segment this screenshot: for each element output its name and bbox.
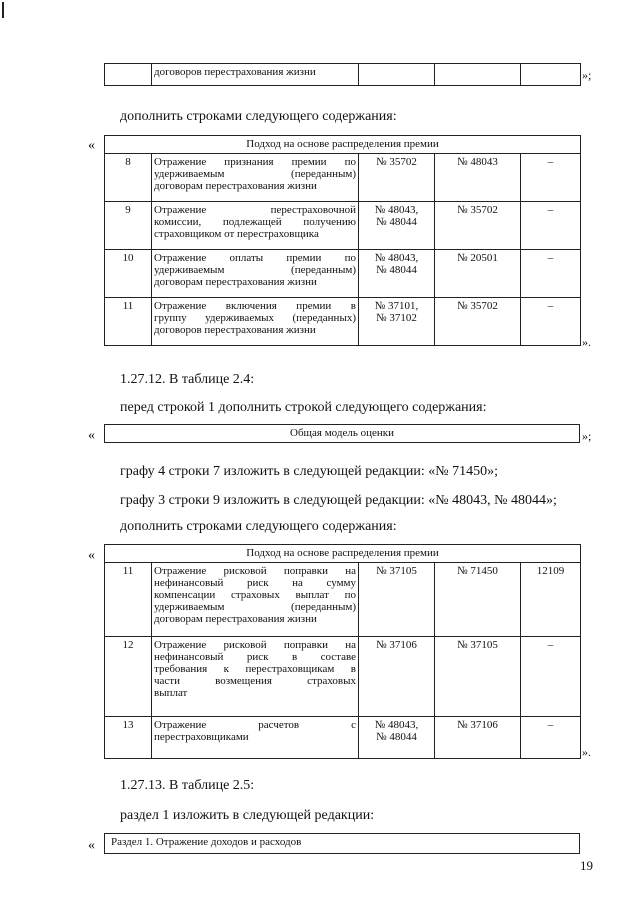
- table3-close-quote: ».: [582, 745, 591, 759]
- row-description: [152, 250, 359, 298]
- row-description: [152, 298, 359, 346]
- description-line: Отражение рисковой поправки на: [154, 565, 356, 577]
- description-line: удерживаемым (переданным): [154, 601, 356, 613]
- top-table-cell-a2: [435, 64, 521, 86]
- account-a1: № 37106: [359, 637, 435, 717]
- account-a2: № 35702: [435, 298, 521, 346]
- table1-close-quote: ».: [582, 335, 591, 349]
- description-line: страховщиком от перестраховщика: [154, 228, 319, 240]
- row-description: [152, 154, 359, 202]
- description-line: нефинансовый риск на сумму: [154, 577, 356, 589]
- description-line: требования к перестраховщикам в: [154, 663, 356, 675]
- table-row: [105, 202, 581, 250]
- account-a1: № 48043, № 48044: [359, 202, 435, 250]
- table1: [104, 135, 581, 346]
- table3: [104, 544, 581, 759]
- account-a2: № 35702: [435, 202, 521, 250]
- account-a3: 12109: [521, 563, 581, 637]
- paragraph-add-rows-1: дополнить строками следующего содержания:: [120, 109, 397, 124]
- account-a3: –: [521, 717, 581, 759]
- description-line: Отражение признания премии по: [154, 156, 356, 168]
- table4: [104, 833, 580, 854]
- top-table: [104, 63, 581, 86]
- paragraph-column4-row7: графу 4 строки 7 изложить в следующей редакции: «№ 71450»;: [120, 464, 498, 479]
- description-line: Отражение оплаты премии по: [154, 252, 356, 264]
- top-table-cell-a3: [521, 64, 581, 86]
- account-a2: № 37106: [435, 717, 521, 759]
- table3-header: Подход на основе распределения премии: [105, 545, 581, 563]
- account-a3: –: [521, 202, 581, 250]
- top-table-cell-num: [105, 64, 152, 86]
- description-line: договорам перестрахования жизни: [154, 180, 317, 192]
- row-number: 8: [105, 154, 152, 202]
- table2-cell: Общая модель оценки: [105, 425, 580, 443]
- row-number: 10: [105, 250, 152, 298]
- paragraph-add-rows-2: дополнить строками следующего содержания:: [120, 519, 397, 534]
- table3-open-quote: «: [88, 548, 95, 563]
- row-number: 11: [105, 298, 152, 346]
- description-line: группу удерживаемых (переданных): [154, 312, 356, 324]
- description-line: перестраховщиками: [154, 731, 249, 743]
- description-line: выплат: [154, 687, 188, 699]
- table4-open-quote: «: [88, 838, 95, 853]
- row-number: 11: [105, 563, 152, 637]
- table2-close-quote: »;: [582, 429, 592, 443]
- table-row: [105, 717, 581, 759]
- description-line: Отражение расчетов с: [154, 719, 356, 731]
- paragraph-column3-row9: графу 3 строки 9 изложить в следующей редакции: «№ 48043, № 48044»;: [120, 493, 557, 508]
- description-line: Отражение включения премии в: [154, 300, 356, 312]
- description-line: компенсации страховых выплат по: [154, 589, 356, 601]
- account-a1: № 37101, № 37102: [359, 298, 435, 346]
- paragraph-section-1-27-13: 1.27.13. В таблице 2.5:: [120, 778, 255, 793]
- account-a2: № 71450: [435, 563, 521, 637]
- account-a1: № 48043, № 48044: [359, 717, 435, 759]
- description-line: удерживаемым (переданным): [154, 168, 356, 180]
- table-row: [105, 563, 581, 637]
- paragraph-section-1-replace: раздел 1 изложить в следующей редакции:: [120, 808, 375, 823]
- description-line: Отражение перестраховочной: [154, 204, 356, 216]
- table1-header: Подход на основе распределения премии: [105, 136, 581, 154]
- row-description: [152, 202, 359, 250]
- account-a1: № 48043, № 48044: [359, 250, 435, 298]
- row-number: 12: [105, 637, 152, 717]
- table-row: [105, 250, 581, 298]
- scan-edge-mark: [2, 2, 4, 18]
- description-line: нефинансовый риск в составе: [154, 651, 356, 663]
- account-a2: № 37105: [435, 637, 521, 717]
- description-line: договоров перестрахования жизни: [154, 324, 316, 336]
- table-row: [105, 637, 581, 717]
- top-table-cell-a1: [359, 64, 435, 86]
- row-number: 9: [105, 202, 152, 250]
- description-line: договорам перестрахования жизни: [154, 613, 317, 625]
- account-a2: № 20501: [435, 250, 521, 298]
- table-row: [105, 154, 581, 202]
- account-a2: № 48043: [435, 154, 521, 202]
- row-description: [152, 563, 359, 637]
- row-number: 13: [105, 717, 152, 759]
- account-a3: –: [521, 154, 581, 202]
- account-a1: № 37105: [359, 563, 435, 637]
- paragraph-section-1-27-12: 1.27.12. В таблице 2.4:: [120, 372, 255, 387]
- account-a1: № 35702: [359, 154, 435, 202]
- description-line: части возмещения страховых: [154, 675, 356, 687]
- table2-open-quote: «: [88, 428, 95, 443]
- top-table-cell-text: договоров перестрахования жизни: [152, 64, 359, 86]
- paragraph-before-row-1: перед строкой 1 дополнить строкой следующего содержания:: [120, 400, 487, 415]
- description-line: договорам перестрахования жизни: [154, 276, 317, 288]
- table2: [104, 424, 580, 443]
- table-row: [105, 298, 581, 346]
- description-line: Отражение рисковой поправки на: [154, 639, 356, 651]
- top-table-close-quote: »;: [582, 68, 592, 82]
- row-description: [152, 717, 359, 759]
- description-line: удерживаемым (переданным): [154, 264, 356, 276]
- account-a3: –: [521, 298, 581, 346]
- table4-cell: Раздел 1. Отражение доходов и расходов: [105, 834, 580, 854]
- table1-open-quote: «: [88, 138, 95, 153]
- description-line: комиссии, подлежащей получению: [154, 216, 356, 228]
- account-a3: –: [521, 637, 581, 717]
- row-description: [152, 637, 359, 717]
- account-a3: –: [521, 250, 581, 298]
- page-number: 19: [580, 858, 593, 873]
